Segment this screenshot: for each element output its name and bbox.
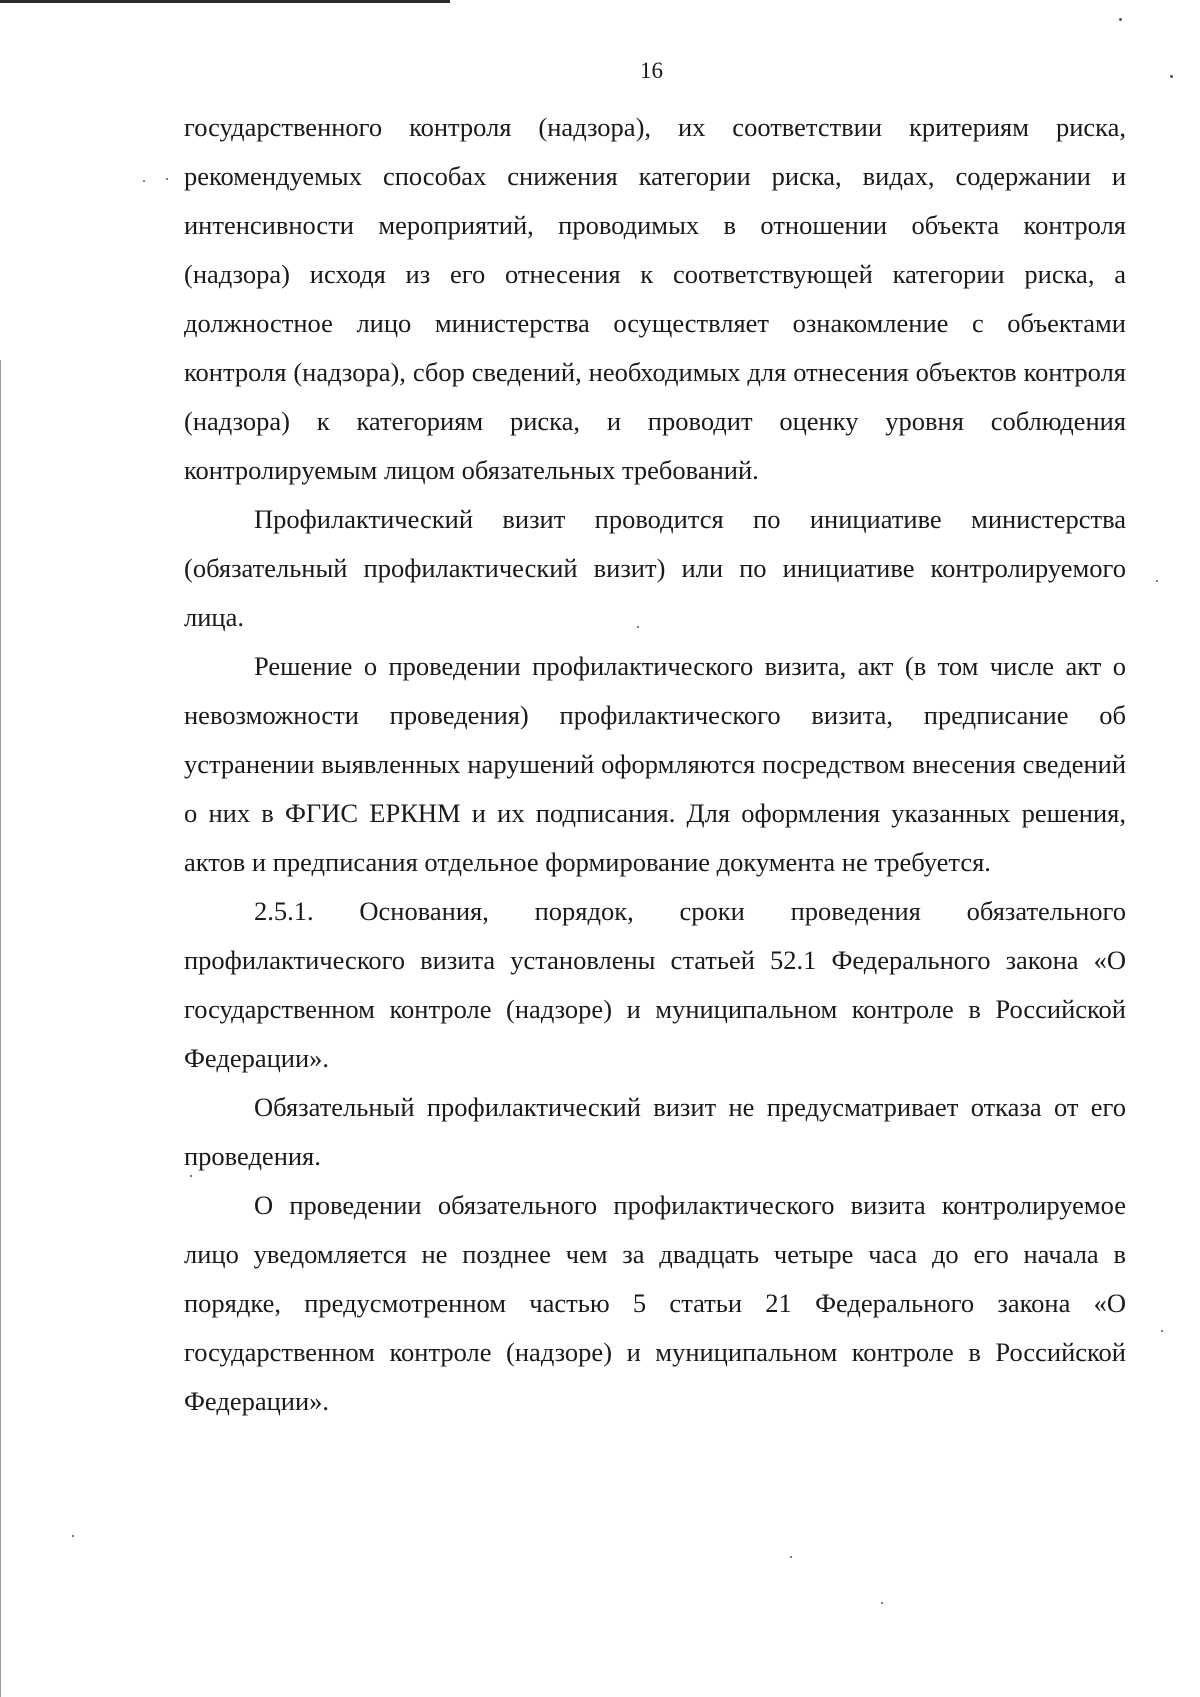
scan-speck xyxy=(166,178,168,180)
page-number: 16 xyxy=(640,58,663,83)
scan-speck xyxy=(143,180,145,182)
paragraph: О проведении обязательного профилактического визита контролируемое лицо уведомляется не позднее чем за двадцать четыре часа до его начала в порядке, предусмотренном частью 5 статьи 21 Федерального закона «О государственном контроле (надзоре) и муниципальном контроле в Российской Федерации». xyxy=(184,1190,1126,1416)
paragraph: государственного контроля (надзора), их соответствии критериям риска, рекомендуемых способах снижения категории риска, видах, содержании и интенсивности мероприятий, проводимых в отношении объекта контроля (надзора) исходя из его отнесения к соответствующей категории риска, а должностное лицо министерства осуществляет ознакомление с объектами контроля (надзора), сбор сведений, необходимых для отнесения объектов контроля (надзора) к категориям риска, и проводит оценку уровня соблюдения контролируемым лицом обязательных требований. xyxy=(184,112,1126,485)
paragraph: 2.5.1. Основания, порядок, сроки проведения обязательного профилактического визита установлены статьей 52.1 Федерального закона «О государственном контроле (надзоре) и муниципальном контроле в Российской Федерации». xyxy=(184,896,1126,1073)
scan-speck xyxy=(1170,75,1173,78)
scan-edge-line xyxy=(0,360,1,1697)
paragraph: Профилактический визит проводится по инициативе министерства (обязательный профилактический визит) или по инициативе контролируемого лица. xyxy=(184,504,1126,632)
scan-speck xyxy=(72,1535,74,1537)
scan-speck xyxy=(637,626,639,628)
paragraph: Обязательный профилактический визит не предусматривает отказа от его проведения. xyxy=(184,1092,1126,1171)
document-body xyxy=(184,103,1126,1426)
scan-speck xyxy=(1161,1330,1163,1332)
scan-edge-line xyxy=(0,0,450,3)
scan-speck xyxy=(1156,580,1158,582)
paragraph: Решение о проведении профилактического визита, акт (в том числе акт о невозможности проведения) профилактического визита, предписание об устранении выявленных нарушений оформляются посредством внесения сведений о них в ФГИС ЕРКНМ и их подписания. Для оформления указанных решения, актов и предписания отдельное формирование документа не требуется. xyxy=(184,651,1126,877)
scan-speck xyxy=(790,1556,792,1558)
scan-speck xyxy=(190,1175,192,1177)
scan-speck xyxy=(1119,18,1122,21)
scan-speck xyxy=(881,1602,883,1604)
